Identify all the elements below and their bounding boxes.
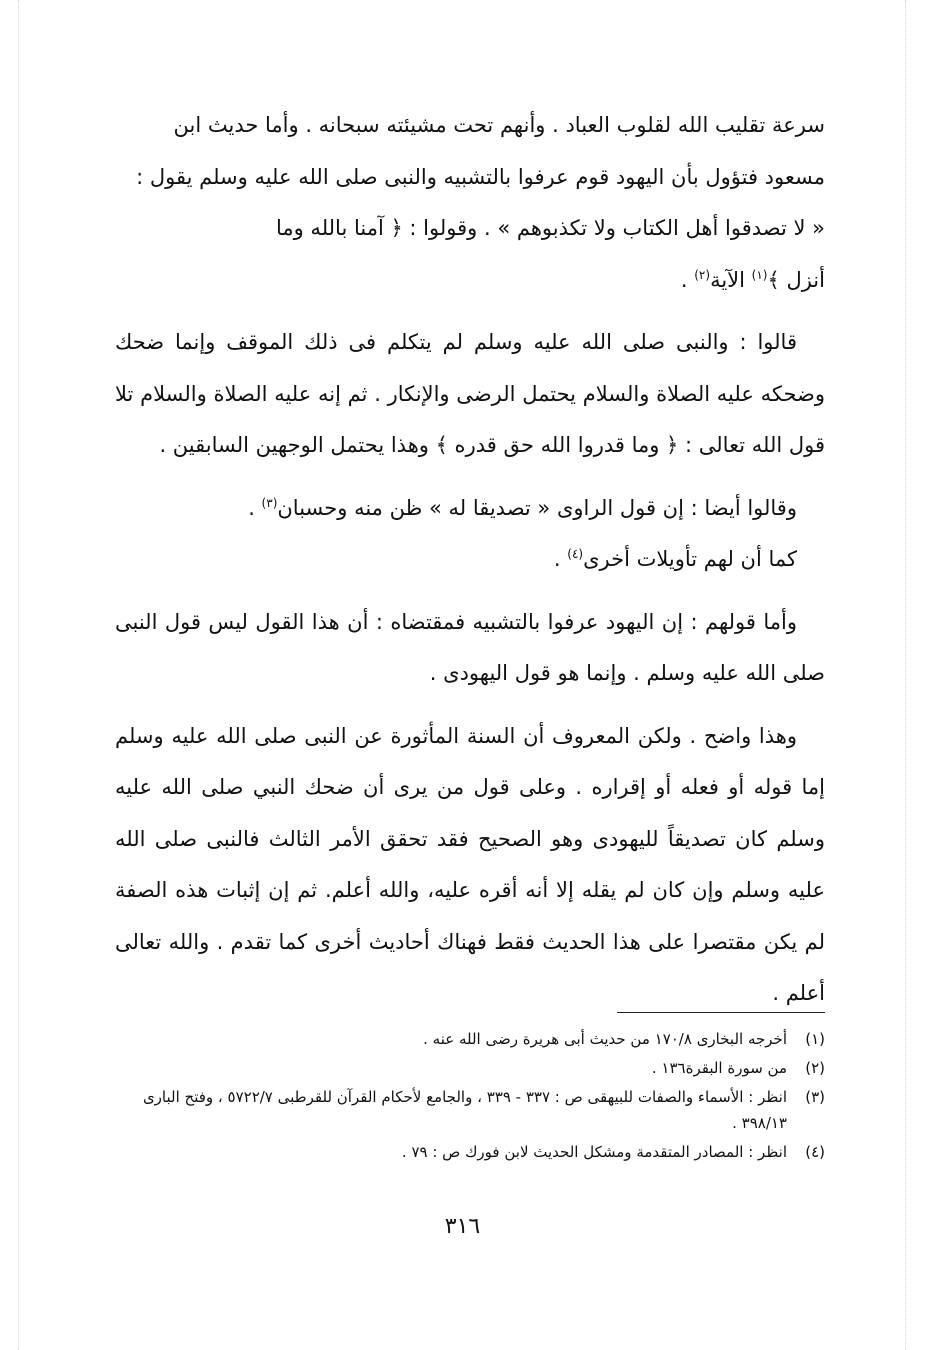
- footnote-number: (٤): [805, 1143, 825, 1161]
- footnotes: [113, 1026, 825, 1168]
- footnote-text: من سورة البقرة١٣٦ .: [651, 1059, 787, 1077]
- footnote-ref-2: (٢): [694, 267, 711, 282]
- paragraph-5: [115, 597, 825, 700]
- footnote-4: [113, 1139, 825, 1165]
- paragraph-4: [115, 534, 825, 586]
- footnote-text: أخرجه البخارى ١٧٠/٨ من حديث أبى هريرة رضى الله عنه .: [423, 1030, 787, 1048]
- footnote-ref-4: (٤): [567, 547, 584, 561]
- footnote-ref-3: (٣): [261, 495, 278, 510]
- paragraph-6: [115, 711, 825, 1020]
- footnote-text: انظر : المصادر المتقدمة ومشكل الحديث لابن فورك ص : ٧٩ .: [401, 1143, 787, 1161]
- scan-edge-line: [18, 0, 19, 1350]
- paragraph-text: قالوا : والنبى صلى الله عليه وسلم لم يتكلم فى ذلك الموقف وإنما ضحك وضحكه عليه الصلاة والسلام يحتمل الرضى والإنكار . ثم إنه عليه الصلاة والسلام تلا قول الله تعالى : ﴿ وما قدروا الله حق قدره ﴾ وهذا يحتمل الوجهين السابقين .: [115, 330, 825, 457]
- paragraph-line: سرعة تقليب الله لقلوب العباد . وأنهم تحت مشيئته سبحانه . وأما حديث ابن: [173, 113, 825, 137]
- paragraph-end: .: [248, 495, 262, 520]
- footnote-2: [113, 1055, 825, 1081]
- paragraph-3: [115, 483, 825, 535]
- footnote-1: [113, 1026, 825, 1052]
- scan-edge-line: [905, 0, 906, 1350]
- paragraph-tail: الآية: [710, 267, 752, 292]
- paragraph-text: وقالوا أيضا : إن قول الراوى « تصديقا له » ظن منه وحسبان: [277, 495, 797, 520]
- paragraph-text: وهذا واضح . ولكن المعروف أن السنة المأثورة عن النبى صلى الله عليه وسلم إما قوله أو فعله أو إقراره . وعلى قول من يرى أن ضحك النبي صلى الله عليه وسلم كان تصديقاً لليهودى وهو الصحيح فقد تحقق الأمر الثالث فالنبى صلى الله عليه وسلم وإن كان لم يقله إلا أنه أقره عليه، والله أعلم. ثم إن إثبات هذه الصفة لم يكن مقتصرا على هذا الحديث فقط فهناك أحاديث أخرى كما تقدم . والله تعالى أعلم .: [115, 723, 825, 1005]
- paragraph-text: وأما قولهم : إن اليهود عرفوا بالتشبيه فمقتضاه : أن هذا القول ليس قول النبى صلى الله عليه وسلم . وإنما هو قول اليهودى .: [115, 609, 825, 685]
- footnote-ref-1: (١): [751, 267, 768, 282]
- footnote-number: (٣): [805, 1088, 825, 1106]
- footnote-3: [113, 1084, 825, 1136]
- paragraph-end: .: [553, 547, 568, 571]
- paragraph-end: .: [680, 267, 695, 292]
- paragraph-2: [115, 317, 825, 472]
- main-text: [115, 100, 825, 1020]
- footnote-separator: [617, 1012, 825, 1013]
- page-number: ٣١٦: [444, 1214, 481, 1239]
- paragraph-line: أنزل ﴾: [767, 267, 825, 292]
- paragraph-line: « لا تصدقوا أهل الكتاب ولا تكذبوهم » . وقولوا : ﴿ آمنا بالله وما: [275, 216, 825, 240]
- footnote-number: (٢): [805, 1059, 825, 1077]
- footnote-text: انظر : الأسماء والصفات للبيهقى ص : ٣٣٧ - ٣٣٩ ، والجامع لأحكام القرآن للقرطبى ٥٧٢٢/٧ ، وفتح البارى ٣٩٨/١٣ .: [142, 1088, 787, 1132]
- paragraph-text: كما أن لهم تأويلات أخرى: [583, 547, 797, 571]
- paragraph-line: مسعود فتؤول بأن اليهود قوم عرفوا بالتشبيه والنبى صلى الله عليه وسلم يقول :: [136, 164, 825, 189]
- paragraph-1: [115, 100, 825, 306]
- footnote-number: (١): [805, 1030, 825, 1048]
